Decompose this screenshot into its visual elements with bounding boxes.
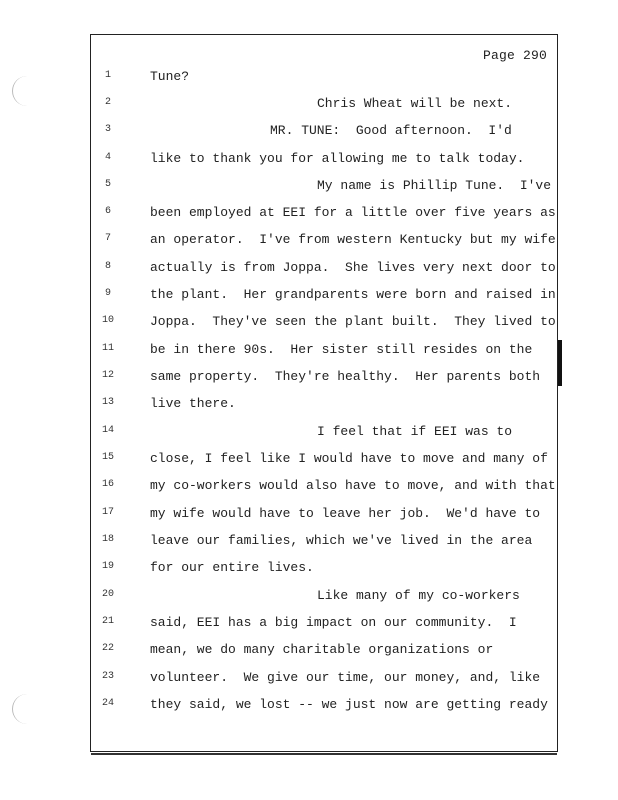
- transcript-line: My name is Phillip Tune. I've: [317, 178, 552, 193]
- line-number: 8: [104, 261, 111, 272]
- line-number: 3: [104, 124, 111, 135]
- transcript-line: Like many of my co-workers: [317, 588, 520, 603]
- transcript-line: been employed at EEI for a little over five years as: [150, 205, 556, 220]
- transcript-line: Chris Wheat will be next.: [317, 96, 513, 111]
- line-number: 1: [104, 70, 111, 81]
- line-number: 16: [101, 479, 114, 490]
- line-number: 12: [101, 370, 114, 381]
- transcript-line: I feel that if EEI was to: [317, 424, 513, 439]
- transcript-line: be in there 90s. Her sister still resides on the: [150, 342, 533, 357]
- transcript-line: my co-workers would also have to move, and with that: [150, 478, 556, 493]
- transcript-line: leave our families, which we've lived in the area: [150, 533, 533, 548]
- transcript-line: Tune?: [150, 69, 190, 84]
- line-number: 2: [104, 97, 111, 108]
- page-number: Page 290: [482, 48, 547, 63]
- line-number: 23: [101, 671, 114, 682]
- line-number: 19: [101, 561, 114, 572]
- line-number: 15: [101, 452, 114, 463]
- transcript-line: they said, we lost -- we just now are getting ready: [150, 697, 548, 712]
- line-number: 22: [101, 643, 114, 654]
- punch-hole-arc-top: [12, 76, 29, 106]
- line-number: 20: [101, 589, 114, 600]
- line-number: 7: [104, 233, 111, 244]
- transcript-line: the plant. Her grandparents were born and raised in: [150, 287, 556, 302]
- line-number: 10: [101, 315, 114, 326]
- line-number: 17: [101, 507, 114, 518]
- transcript-line: close, I feel like I would have to move and many of: [150, 451, 548, 466]
- line-number: 21: [101, 616, 114, 627]
- transcript-line: actually is from Joppa. She lives very next door to: [150, 260, 556, 275]
- transcript-line: Joppa. They've seen the plant built. They lived to: [150, 314, 556, 329]
- transcript-line: volunteer. We give our time, our money, and, like: [150, 670, 541, 685]
- transcript-line: like to thank you for allowing me to talk today.: [150, 151, 525, 166]
- line-number: 11: [101, 343, 114, 354]
- transcript-line: an operator. I've from western Kentucky but my wife: [150, 232, 556, 247]
- transcript-line: mean, we do many charitable organizations or: [150, 642, 494, 657]
- transcript-line: same property. They're healthy. Her parents both: [150, 369, 541, 384]
- transcript-line: for our entire lives.: [150, 560, 314, 575]
- line-number: 13: [101, 397, 114, 408]
- transcript-line: said, EEI has a big impact on our community. I: [150, 615, 517, 630]
- line-number: 24: [101, 698, 114, 709]
- transcript-line: MR. TUNE: Good afternoon. I'd: [270, 123, 512, 138]
- line-number: 18: [101, 534, 114, 545]
- line-number: 4: [104, 152, 111, 163]
- margin-change-bar: [558, 340, 562, 386]
- line-number: 9: [104, 288, 111, 299]
- line-number: 5: [104, 179, 111, 190]
- line-number: 14: [101, 425, 114, 436]
- transcript-line: my wife would have to leave her job. We'd have to: [150, 506, 541, 521]
- transcript-line: live there.: [150, 396, 236, 411]
- punch-hole-arc-bottom: [12, 694, 29, 724]
- line-number: 6: [104, 206, 111, 217]
